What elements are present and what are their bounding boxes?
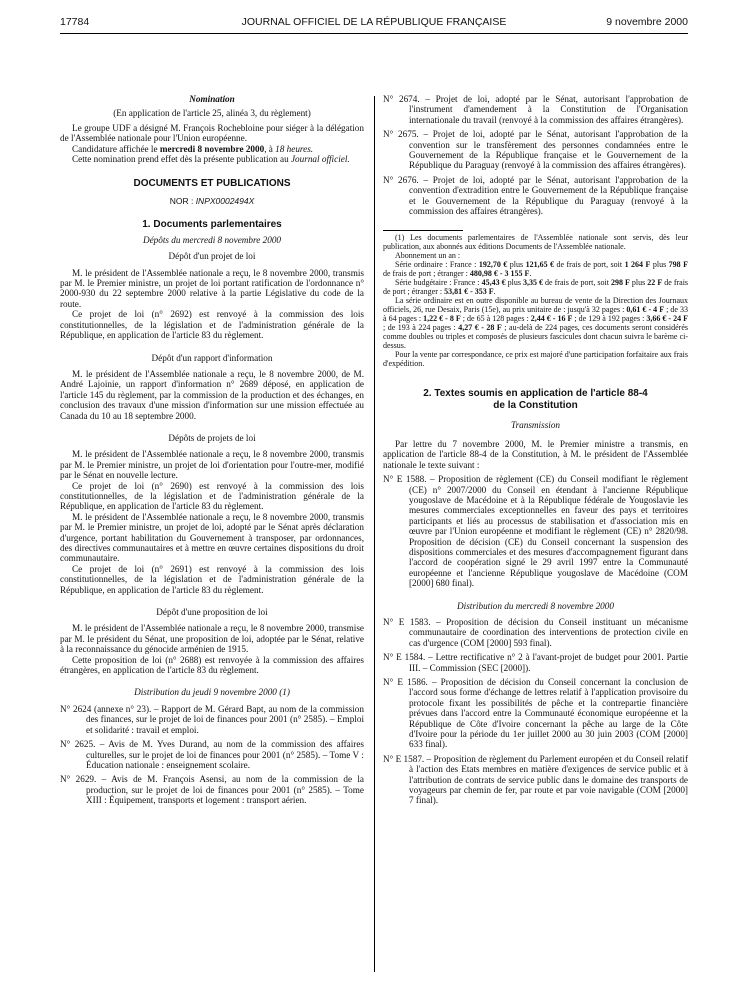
paragraph: M. le président de l'Assemblée nationale a reçu, le 8 novembre 2000, transmise par M. le président du Sénat, une proposition de loi, adoptée par le Sénat, relative à la reconnaissance du génocide arménien de 1915.	[60, 623, 364, 655]
bill-item: N° 2675. – Projet de loi, adopté par le Sénat, autorisant l'approbation de la convention sur le transfèrement des personnes condamnées entre le Gouvernement de la République française et le Gouvernement de la République du Paraguay (renvoyé à la commission des affaires étrangères).	[383, 129, 688, 171]
nomination-effect: Cette nomination prend effet dès la présente publication au Journal officiel.	[72, 154, 350, 165]
header-rule	[60, 33, 688, 34]
column-divider	[374, 96, 375, 972]
distribution-title: Distribution du jeudi 9 novembre 2000 (1)	[134, 687, 290, 698]
footnote	[383, 233, 688, 368]
paragraph: M. le président de l'Assemblée nationale a reçu, le 8 novembre 2000, transmis par M. le Premier ministre, un projet de loi d'orientation pour l'outre-mer, modifié par le Sénat en nouvelle lecture.	[60, 449, 364, 481]
paragraph: Ce projet de loi (n° 2691) est renvoyé à la commission des lois constitutionnelles, de la législation et de l'administration générale de la République, en application de l'article 83 du règlement.	[60, 563, 364, 595]
paragraph: M. le président de l'Assemblée nationale a reçu, le 8 novembre 2000, de M. André Lajoinie, un rapport d'information n° 2689 déposé, en application de l'article 145 du règlement, par la commission de la production et des échanges, en conclusion des travaux d'une mission d'information sur une mission effectuée au Canada du 10 au 18 septembre 2000.	[60, 368, 364, 421]
page-number: 17784	[60, 16, 90, 28]
e-text-item: N° E 1583. – Proposition de décision du Conseil instituant un mécanisme communautaire de coordination des interventions de protection civile en cas d'urgence (COM [2000] 593 final).	[383, 616, 688, 648]
distribution-2-title: Distribution du mercredi 8 novembre 2000	[457, 600, 614, 611]
paragraph: Ce projet de loi (n° 2692) est renvoyé à la commission des lois constitutionnelles, de la législation et de l'administration générale de la République, en application de l'article 83 du règlement.	[60, 309, 364, 341]
nomination-title: Nomination	[189, 94, 235, 104]
heading-projet: Dépôt d'un projet de loi	[168, 251, 256, 262]
distribution-item: N° 2625. – Avis de M. Yves Durand, au nom de la commission des affaires culturelles, sur le projet de loi de finances pour 2001 (n° 2585). – Tome V : Éducation nationale : enseignement scolaire.	[60, 739, 364, 770]
paragraph: M. le président de l'Assemblée nationale a reçu, le 8 novembre 2000, transmis par M. le Premier ministre, un projet de loi, adopté par le Sénat après déclaration d'urgence, portant habilitation du Gouvernement à transposer, par ordonnances, des directives communautaires et à mettre en œuvre certaines dispositions du droit communautaire.	[60, 511, 364, 564]
journal-title: JOURNAL OFFICIEL DE LA RÉPUBLIQUE FRANÇAISE	[241, 16, 507, 28]
nor-reference: NOR : INPX0002494X	[169, 196, 255, 207]
nomination-text: Le groupe UDF a désigné M. François Rochebloine pour siéger à la délégation de l'Assemblée nationale pour l'Union européenne.	[60, 122, 364, 144]
nomination-subtitle: (En application de l'article 25, alinéa 3, du règlement)	[113, 108, 311, 119]
footnote-subscription: Abonnement un an :	[395, 251, 461, 261]
docs-publications-title: DOCUMENTS ET PUBLICATIONS	[133, 178, 291, 190]
section-1-subtitle: Dépôts du mercredi 8 novembre 2000	[142, 234, 282, 245]
issue-date: 9 novembre 2000	[606, 16, 688, 28]
paragraph: Cette proposition de loi (n° 2688) est renvoyée à la commission des affaires étrangères, en application de l'article 83 du règlement.	[60, 654, 364, 676]
page-header	[60, 14, 688, 32]
footnote-ordinary-series: Série ordinaire : France : 192,70 € plus 121,65 € de frais de port, soit 1 264 F plus 798 F de frais de port ; étranger : 480,98 € - 3 155 F.	[383, 260, 689, 279]
footnote-mail-order: Pour la vente par correspondance, ce prix est majoré d'une participation forfaitaire aux frais d'expédition.	[383, 350, 688, 369]
left-column	[60, 94, 364, 806]
section-2-subtitle: Transmission	[510, 420, 561, 431]
footnote-sales: La série ordinaire est en outre disponible au bureau de vente de la Direction des Journaux officiels, 26, rue Desaix, Paris (15e), au prix unitaire de : jusqu'à 32 pages : 0,61 € - 4 F ; de 33 à 64 pages : 1,22 € - 8 F ; de 65 à 128 pages : 2,44 € - 16 F ; de 129 à 192 pages : 3,66 € - 24 F ; de 193 à 224 pages : 4,27 € - 28 F ; au-delà de 224 pages, ces documents seront considérés comme doubles ou triples et composés de plusieurs fascicules dont chacun suivra le barème ci-dessus.	[383, 296, 688, 351]
bill-item: N° 2676. – Projet de loi, adopté par le Sénat, autorisant l'approbation de la convention d'extradition entre le Gouvernement de la République française et le Gouvernement de la République du Paraguay (renvoyé à la commission des affaires étrangères).	[383, 174, 688, 217]
bill-item: N° 2674. – Projet de loi, adopté par le Sénat, autorisant l'approbation de l'instrument d'amendement à la Constitution de l'Organisation internationale du travail (renvoyé à la commission des affaires étrangères).	[383, 94, 688, 125]
heading-proposition: Dépôt d'une proposition de loi	[156, 607, 268, 618]
right-column	[383, 94, 688, 806]
distribution-item: N° 2624 (annexe n° 23). – Rapport de M. Gérard Bapt, au nom de la commission des finances, sur le projet de loi de finances pour 2001 (n° 2585). – Emploi et solidarité : travail et emploi.	[60, 703, 364, 735]
paragraph: Ce projet de loi (n° 2690) est renvoyé à la commission des lois constitutionnelles, de la législation et de l'administration générale de la République, en application de l'article 83 du règlement.	[60, 480, 364, 512]
distribution-item: N° 2629. – Avis de M. François Asensi, au nom de la commission de la production, sur le projet de loi de finances pour 2001 (n° 2585). – Tome XIII : Équipement, transports et logement : transport aérien.	[60, 774, 364, 806]
e-text-item: N° E 1587. – Proposition de règlement du Parlement européen et du Conseil relatif à l'action des Etats membres en matière d'exigences de service public et à l'attribution de contrats de service public dans le domaine des transports de voyageurs par chemin de fer, par route et par voie navigable (COM [2000] 7 final).	[383, 753, 688, 806]
footnote-budget-series: Série budgétaire : France : 45,43 € plus 3,35 € de frais de port, soit 298 F plus 22 F de frais de port ; étranger : 53,81 € - 353 F.	[383, 278, 689, 297]
section-2-title-line2: de la Constitution	[493, 400, 578, 412]
paragraph: M. le président de l'Assemblée nationale a reçu, le 8 novembre 2000, transmis par M. le Premier ministre, un projet de loi portant ratification de l'ordonnance n° 2000-930 du 22 septembre 2000 relative à la partie Législative du code de la route.	[60, 267, 364, 309]
heading-projets: Dépôts de projets de loi	[168, 432, 256, 443]
e-text-item: N° E 1588. – Proposition de règlement (CE) du Conseil modifiant le règlement (CE) n° 2007/2000 du Conseil en étendant à l'ancienne République yougoslave de Macédoine et à la République fédérale de Yougoslavie les mesures commerciales exceptionnelles en faveur des pays et territoires participants et liés au processus de stabilisation et d'association mis en œuvre par l'Union européenne et modifiant le règlement (CE) n° 2820/98. Proposition de décision (CE) du Conseil concernant la suspension des dispositions commerciales et des mesures d'accompagnement figurant dans l'accord de coopération signé le 29 avril 1997 entre la Communauté européenne et l'ancienne République yougoslave de Macédoine (COM [2000] 680 final).	[383, 474, 688, 589]
section-1-title: 1. Documents parlementaires	[142, 218, 282, 230]
heading-rapport: Dépôt d'un rapport d'information	[151, 352, 273, 363]
section-2-title-line1: 2. Textes soumis en application de l'article 88-4	[423, 388, 648, 400]
e-text-item: N° E 1586. – Proposition de décision du Conseil concernant la conclusion de l'accord sous forme d'échange de lettres relatif à l'application provisoire du protocole fixant les possibilités de pêche et la contrepartie financière prévues dans l'accord entre la Communauté économique européenne et la République de Côte d'Ivoire concernant la pêche au large de la Côte d'Ivoire pour la période du 1er juillet 2000 au 30 juin 2003 (COM [2000] 633 final).	[383, 677, 688, 750]
nomination-candidature: Candidature affichée le mercredi 8 novembre 2000, à 18 heures.	[72, 143, 314, 154]
footnote-text: (1) Les documents parlementaires de l'Assemblée nationale sont servis, dès leur publication, aux abonnés aux éditions Documents de l'Assemblée nationale.	[383, 233, 688, 252]
e-text-item: N° E 1584. – Lettre rectificative n° 2 à l'avant-projet de budget pour 2001. Partie III. – Commission (SEC [2000]).	[383, 652, 688, 673]
section-2-intro: Par lettre du 7 novembre 2000, M. le Premier ministre a transmis, en application de l'article 88-4 de la Constitution, à M. le président de l'Assemblée nationale le texte suivant :	[383, 438, 688, 470]
